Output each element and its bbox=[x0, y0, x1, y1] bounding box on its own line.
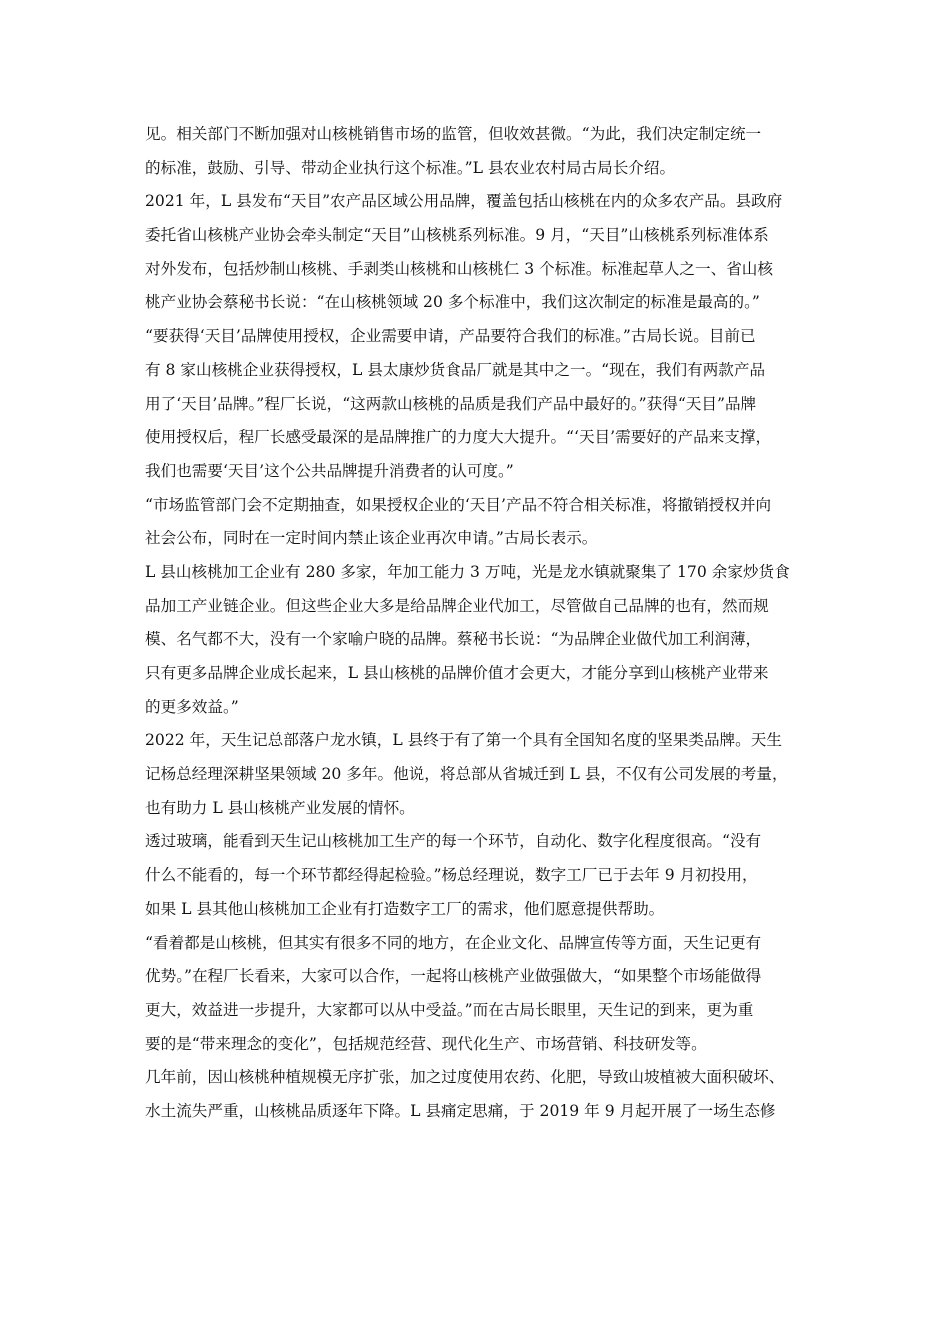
text-line: 水土流失严重，山核桃品质逐年下降。L 县痛定思痛，于 2019 年 9 月起开展了一场生态修 bbox=[145, 1101, 776, 1120]
text-line: 有 8 家山核桃企业获得授权，L 县太康炒货食品厂就是其中之一。“现在，我们有两款产品 bbox=[145, 360, 766, 379]
text-line: 桃产业协会蔡秘书长说：“在山核桃领域 20 多个标准中，我们这次制定的标准是最高的。” bbox=[145, 293, 760, 312]
text-line: 如果 L 县其他山核桃加工企业有打造数字工厂的需求，他们愿意提供帮助。 bbox=[145, 899, 665, 918]
text-line: 更大，效益进一步提升，大家都可以从中受益。”而在古局长眼里，天生记的到来，更为重 bbox=[145, 1000, 754, 1019]
text-line: 什么不能看的，每一个环节都经得起检验。”杨总经理说，数字工厂已于去年 9 月初投用， bbox=[145, 866, 758, 885]
text-line: 几年前，因山核桃种植规模无序扩张，加之过度使用农药、化肥，导致山坡植被大面积破坏、 bbox=[145, 1068, 785, 1087]
text-line: 品加工产业链企业。但这些企业大多是给品牌企业代加工，尽管做自己品牌的也有，然而规 bbox=[145, 596, 769, 615]
text-line: 只有更多品牌企业成长起来，L 县山核桃的品牌价值才会更大，才能分享到山核桃产业带来 bbox=[145, 664, 769, 682]
text-line: 委托省山核桃产业协会牵头制定“天目”山核桃系列标准。9 月，“天目”山核桃系列标准体系 bbox=[145, 226, 769, 245]
text-line: “市场监管部门会不定期抽查，如果授权企业的‘天目’产品不符合相关标准，将撤销授权并向 bbox=[145, 495, 772, 514]
text-line: 记杨总经理深耕坚果领域 20 多年。他说，将总部从省城迁到 L 县，不仅有公司发展的考量， bbox=[145, 765, 788, 784]
text-line: 对外发布，包括炒制山核桃、手剥类山核桃和山核桃仁 3 个标准。标准起草人之一、省山核 bbox=[145, 259, 773, 278]
text-line: 用了‘天目’品牌。”程厂长说，“这两款山核桃的品质是我们产品中最好的。”获得“天目”品牌 bbox=[145, 394, 757, 413]
text-line: 2022 年，天生记总部落户龙水镇，L 县终于有了第一个具有全国知名度的坚果类品牌。天生 bbox=[145, 731, 782, 750]
text-line: 透过玻璃，能看到天生记山核桃加工生产的每一个环节，自动化、数字化程度很高。“没有 bbox=[145, 832, 762, 851]
text-line: 见。相关部门不断加强对山核桃销售市场的监管，但收效甚微。“为此，我们决定制定统一 bbox=[145, 125, 762, 143]
text-line: “看着都是山核桃，但其实有很多不同的地方，在企业文化、品牌宣传等方面，天生记更有 bbox=[145, 933, 762, 952]
text-line: 社会公布，同时在一定时间内禁止该企业再次申请。”古局长表示。 bbox=[145, 529, 598, 548]
text-line: 也有助力 L 县山核桃产业发展的情怀。 bbox=[145, 798, 415, 817]
article-body bbox=[0, 118, 950, 1129]
text-line: 我们也需要‘天目’这个公共品牌提升消费者的认可度。” bbox=[145, 461, 514, 480]
text-line: 的标准，鼓励、引导、带动企业执行这个标准。”L 县农业农村局古局长介绍。 bbox=[145, 158, 676, 177]
text-line: 要的是“带来理念的变化”，包括规范经营、现代化生产、市场营销、科技研发等。 bbox=[145, 1034, 707, 1053]
text-line: 使用授权后，程厂长感受最深的是品牌推广的力度大大提升。“‘天目’需要好的产品来支撑， bbox=[145, 428, 772, 447]
text-line: 的更多效益。” bbox=[145, 697, 239, 716]
text-line: 模、名气都不大，没有一个家喻户晓的品牌。蔡秘书长说：“为品牌企业做代加工利润薄， bbox=[145, 630, 762, 649]
text-line: L 县山核桃加工企业有 280 多家，年加工能力 3 万吨，光是龙水镇就聚集了 170 余家炒货食 bbox=[145, 562, 790, 581]
text-line: “要获得‘天目’品牌使用授权，企业需要申请，产品要符合我们的标准。”古局长说。目前已 bbox=[145, 327, 756, 346]
text-line: 2021 年，L 县发布“天目”农产品区域公用品牌，覆盖包括山核桃在内的众多农产品。县政府 bbox=[145, 192, 783, 211]
text-line: 优势。”在程厂长看来，大家可以合作，一起将山核桃产业做强做大，“如果整个市场能做得 bbox=[145, 967, 762, 986]
